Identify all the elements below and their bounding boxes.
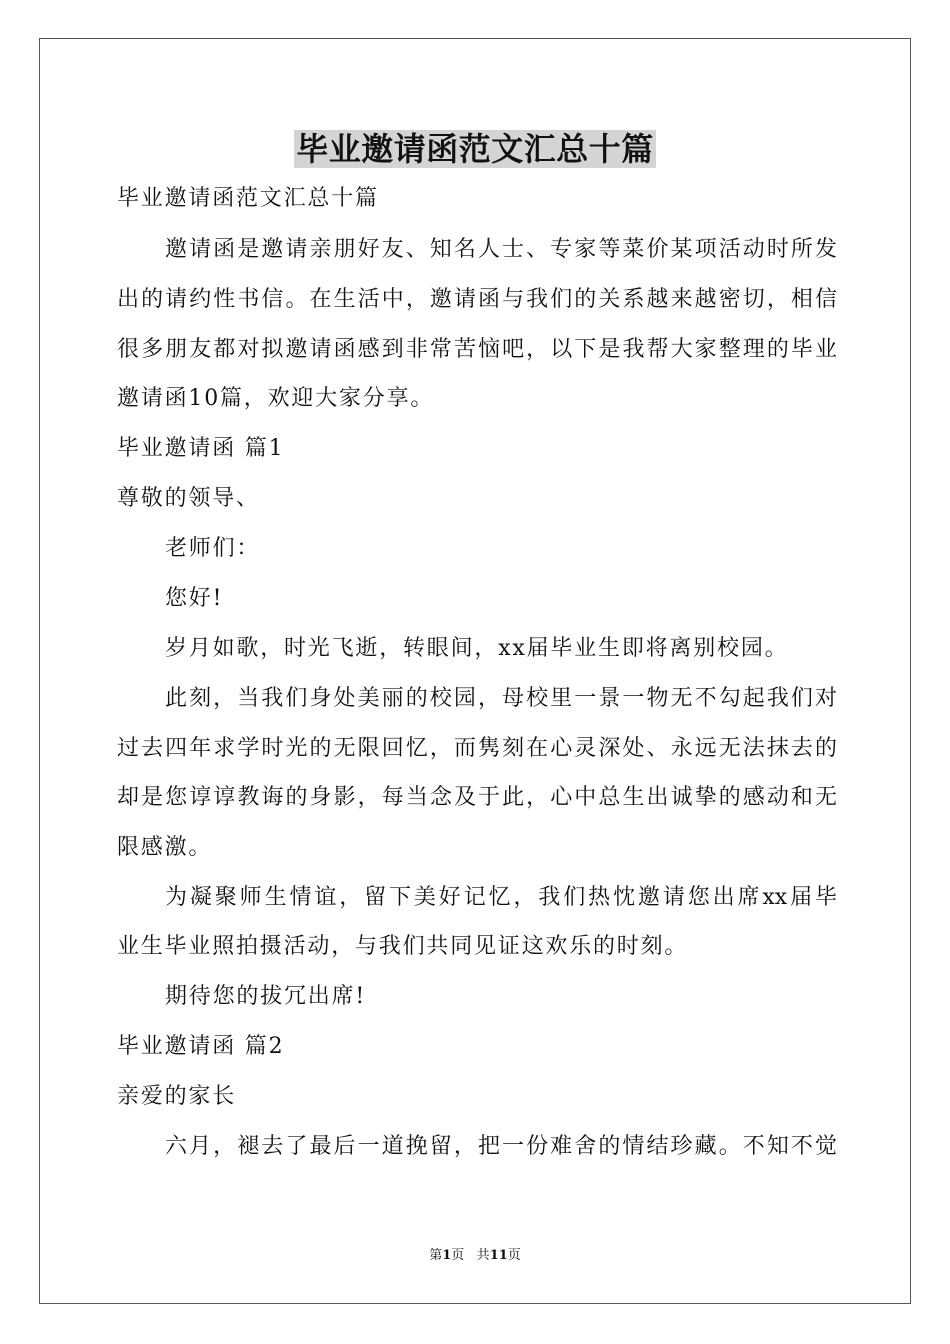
section-heading: 毕业邀请函 篇2 <box>117 1034 285 1059</box>
page-footer <box>0 1246 950 1266</box>
section-heading: 毕业邀请函 篇1 <box>117 436 285 461</box>
salutation-line: 尊敬的领导、 <box>117 486 260 511</box>
document-title <box>0 124 950 174</box>
subtitle-line: 毕业邀请函范文汇总十篇 <box>117 186 379 211</box>
salutation-line: 亲爱的家长 <box>117 1084 237 1109</box>
greeting-line: 您好! <box>165 586 224 611</box>
paragraph-line: 期待您的拔冗出席! <box>165 984 367 1009</box>
paragraph-line: 出的请约性书信。在生活中，邀请函与我们的关系越来越密切，相信 <box>117 287 837 312</box>
page-border <box>39 38 911 1304</box>
paragraph-line: 为凝聚师生情谊，留下美好记忆，我们热忱邀请您出席xx届毕 <box>165 885 837 910</box>
document-title-text: 毕业邀请函范文汇总十篇 <box>296 130 654 168</box>
paragraph-line: 此刻，当我们身处美丽的校园，母校里一景一物无不勾起我们对 <box>165 686 837 711</box>
paragraph-line: 岁月如歌，时光飞逝，转眼间，xx届毕业生即将离别校园。 <box>165 636 789 661</box>
paragraph-line: 业生毕业照拍摄活动，与我们共同见证这欢乐的时刻。 <box>117 934 689 959</box>
paragraph-line: 限感激。 <box>117 835 213 860</box>
paragraph-line: 却是您谆谆教诲的身影，每当念及于此，心中总生出诚挚的感动和无 <box>117 785 837 810</box>
footer-total-suffix: 页 <box>507 1248 521 1263</box>
paragraph-line: 邀请函10篇，欢迎大家分享。 <box>117 386 435 411</box>
footer-page-number: 1 <box>442 1248 452 1263</box>
paragraph-line: 六月，褪去了最后一道挽留，把一份难舍的情结珍藏。不知不觉 <box>165 1134 837 1159</box>
footer-page-suffix: 页 <box>451 1248 465 1263</box>
paragraph-line: 邀请函是邀请亲朋好友、知名人士、专家等菜价某项活动时所发 <box>165 237 837 262</box>
footer-total-pages: 11 <box>489 1248 508 1263</box>
paragraph-line: 很多朋友都对拟邀请函感到非常苦恼吧，以下是我帮大家整理的毕业 <box>117 337 837 362</box>
footer-total-prefix: 共 <box>476 1248 490 1263</box>
footer-page-prefix: 第 <box>429 1248 443 1263</box>
paragraph-line: 过去四年求学时光的无限回忆，而隽刻在心灵深处、永远无法抹去的 <box>117 736 837 761</box>
salutation-line: 老师们： <box>165 536 261 561</box>
